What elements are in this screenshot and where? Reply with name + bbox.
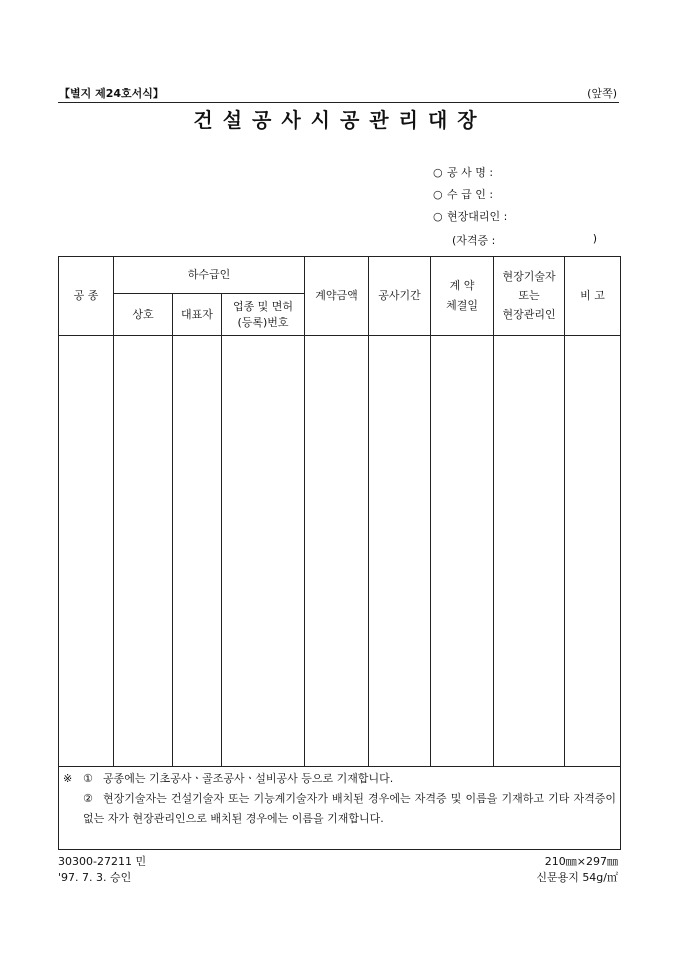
note-1 (63, 769, 616, 789)
header-subcontractor-group: 하수급인 (114, 257, 305, 294)
cell-license-number[interactable] (222, 336, 305, 767)
header-construction-period: 공사기간 (369, 257, 431, 336)
header-trade-name: 상호 (114, 294, 173, 336)
header-license-line1: 업종 및 면허 (232, 299, 294, 313)
note-mark: ※ (63, 772, 73, 785)
notes-cell (59, 767, 621, 850)
header-contract-date-line2: 체결일 (446, 299, 478, 312)
cell-trade-name[interactable] (114, 336, 173, 767)
circle-bullet-icon: ○ (433, 166, 443, 179)
cell-representative[interactable] (173, 336, 222, 767)
cell-construction-period[interactable] (369, 336, 431, 767)
info-label: 공 사 명 : (447, 166, 494, 179)
footer-paper-type: 신문용지 54g/㎡ (536, 871, 618, 884)
header-contract-amount: 계약금액 (305, 257, 369, 336)
header-rule (58, 102, 619, 103)
page-side-label: (앞쪽) (587, 87, 617, 100)
footer-paper-size: 210㎜×297㎜ (544, 855, 618, 868)
footer-form-code: 30300-27211 민 (58, 855, 147, 868)
note-text: 현장기술자는 건설기술자 또는 기능계기술자가 배치된 경우에는 자격증 및 이름을 기재하고 기타 자격증이 없는 자가 현장관리인으로 배치된 경우에는 이름을 기재합니다. (83, 792, 617, 825)
header-contract-date (431, 257, 494, 336)
footer-right (536, 854, 618, 886)
circle-bullet-icon: ○ (433, 210, 443, 223)
header-remarks: 비 고 (565, 257, 621, 336)
form-label: 【별지 제24호서식】 (59, 87, 164, 100)
circle-bullet-icon: ○ (433, 188, 443, 201)
cell-work-type[interactable] (59, 336, 114, 767)
info-contractor (433, 188, 493, 202)
page-title: 건설공사시공관리대장 (193, 108, 487, 132)
cell-contract-date[interactable] (431, 336, 494, 767)
notes-row (59, 767, 621, 850)
certificate-label: (자격증 : (452, 234, 496, 247)
header-contract-date-line1: 계 약 (449, 279, 475, 292)
header-site-engineer (494, 257, 565, 336)
header-license-number (222, 294, 305, 336)
note-number: ① (83, 772, 93, 785)
certificate-close-paren: ) (592, 232, 597, 245)
header-site-engineer-line3: 현장관리인 (502, 308, 556, 321)
header-license-line2: (등록)번호 (237, 315, 289, 329)
ledger-table (58, 256, 621, 850)
info-label: 현장대리인 : (447, 210, 508, 223)
cell-contract-amount[interactable] (305, 336, 369, 767)
info-site-agent (433, 210, 507, 224)
footer-left (58, 854, 146, 886)
note-2 (63, 789, 616, 829)
cell-remarks[interactable] (565, 336, 621, 767)
header-site-engineer-line2: 또는 (518, 289, 540, 302)
info-certificate (452, 232, 597, 248)
note-text: 공종에는 기초공사ㆍ골조공사ㆍ설비공사 등으로 기재합니다. (103, 772, 394, 785)
header-work-type: 공 종 (59, 257, 114, 336)
header-site-engineer-line1: 현장기술자 (502, 270, 556, 283)
info-project-name (433, 166, 493, 180)
info-label: 수 급 인 : (447, 188, 494, 201)
table-body-row (59, 336, 621, 767)
note-number: ② (83, 792, 93, 805)
cell-site-engineer[interactable] (494, 336, 565, 767)
header-representative: 대표자 (173, 294, 222, 336)
footer-approval-date: '97. 7. 3. 승인 (58, 871, 132, 884)
